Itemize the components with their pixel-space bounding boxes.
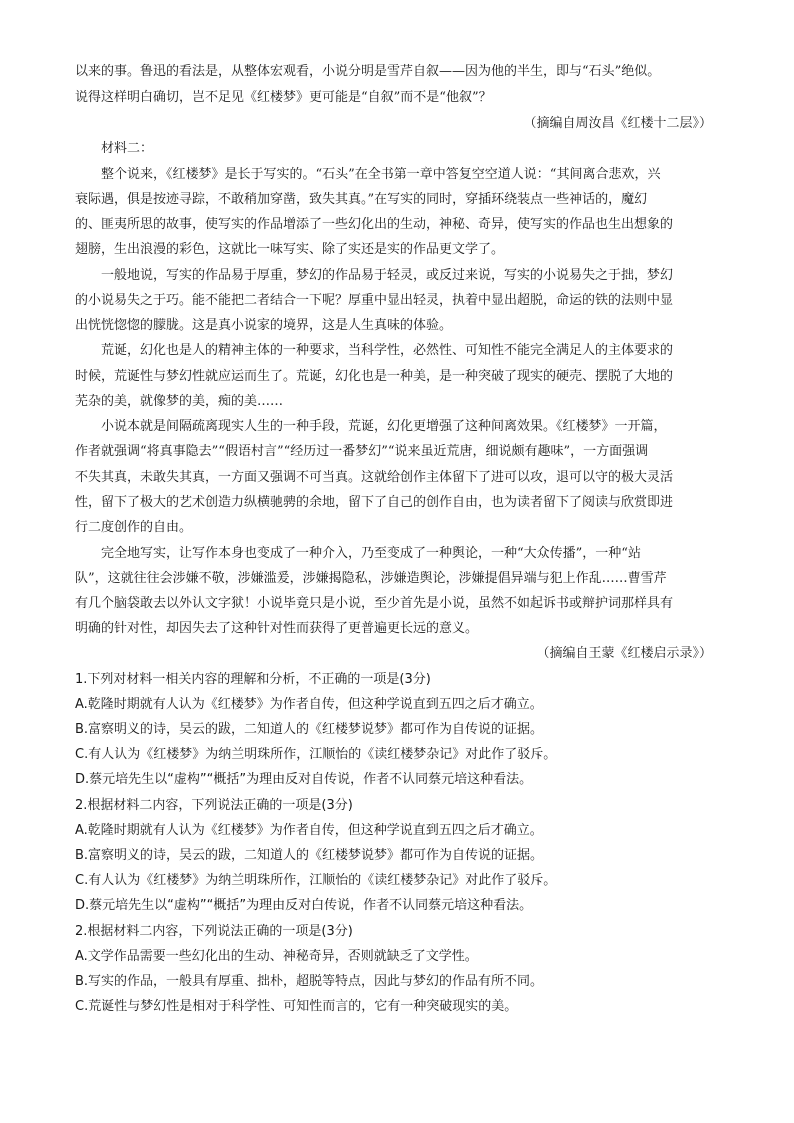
material2-p4-line-1: 小说本就是间隔疏离现实人生的一种手段，荒诞，幻化更增强了这种间离效果。《红楼梦》一开篇， xyxy=(101,419,667,434)
material2-p2-line-2: 的小说易失之于巧。能不能把二者结合一下呢？厚重中显出轻灵，执着中显出超脱，命运的铁的法则中显 xyxy=(75,293,674,308)
material2-p3-line-1: 荒诞，幻化也是人的精神主体的一种要求，当科学性，必然性、可知性不能完全满足人的主体要求的 xyxy=(101,343,674,358)
material2-p5-line-1: 完全地写实，让写作本身也变成了一种介入，乃至变成了一种舆论，一种“大众传播”，一种“站 xyxy=(101,546,641,561)
question-3-option-a: A.文学作品需要一些幻化出的生动、神秘奇异，否则就缺乏了文学性。 xyxy=(75,949,478,964)
material2-p1-line-2: 衰际遇，俱是按迹寻踪，不敢稍加穿凿，致失其真。”在写实的同时，穿插环绕装点一些神话的，魔幻 xyxy=(75,192,648,207)
question-2-stem: 2.根据材料二内容，下列说法正确的一项是(3分) xyxy=(75,798,353,813)
question-1-option-a: A.乾隆时期就有人认为《红楼梦》为作者自传，但这种学说直到五四之后才确立。 xyxy=(75,697,543,712)
material2-p1-line-4: 翅膀，生出浪漫的彩色，这就比一味写实、除了实还是实的作品更文学了。 xyxy=(75,242,505,257)
question-2-option-b: B.富察明义的诗，吴云的跋，二知道人的《红楼梦说梦》都可作为自传说的证据。 xyxy=(75,848,544,863)
material2-p4-line-4: 性，留下了极大的艺术创造力纵横驰骋的余地，留下了自己的创作自由，也为读者留下了阅读与欣赏即进 xyxy=(75,495,674,510)
material2-p5-line-4: 明确的针对性，却因失去了这种针对性而获得了更普遍更长远的意义。 xyxy=(75,621,479,636)
material2-p2-line-1: 一般地说，写实的作品易于厚重，梦幻的作品易于轻灵，或反过来说，写实的小说易失之于拙，梦幻 xyxy=(101,268,674,283)
question-2-option-d: D.蔡元培先生以“虚构”“概括”为理由反对白传说，作者不认同蔡元培这种看法。 xyxy=(75,898,533,913)
material2-p4-line-5: 行二度创作的自由。 xyxy=(75,520,193,535)
question-3-option-b: B.写实的作品，一般具有厚重、拙朴，超脱等特点，因此与梦幻的作品有所不同。 xyxy=(75,974,544,989)
material1-line-2: 说得这样明白确切，岂不足见《红楼梦》更可能是“自叙”而不是“他叙”？ xyxy=(75,90,492,105)
question-2-option-a: A.乾隆时期就有人认为《红楼梦》为作者自传，但这种学说直到五四之后才确立。 xyxy=(75,823,543,838)
material2-p5-line-2: 队”，这就往往会涉嫌不敬，涉嫌滥爰，涉嫌揭隐私，涉嫌造舆论，涉嫌提倡异端与犯上作乱……曹雪芹 xyxy=(75,571,667,586)
material2-source: （摘编自王蒙《红楼启示录》） xyxy=(536,646,712,661)
material1-line-1: 以来的事。鲁迅的看法是，从整体宏观看，小说分明是雪芹自叙——因为他的半生，即与“石头”绝似。 xyxy=(75,64,661,79)
question-1-option-d: D.蔡元培先生以“虚构”“概括”为理由反对自传说，作者不认同蔡元培这种看法。 xyxy=(75,772,533,787)
material2-p4-line-3: 不失其真，未敢失其真，一方面又强调不可当真。这就给创作主体留下了进可以攻，退可以守的极大灵活 xyxy=(75,470,674,485)
material2-p2-line-3: 出恍恍惚惚的朦胧。这是真小说家的境界，这是人生真味的体验。 xyxy=(75,318,453,333)
question-3-option-c: C.荒诞性与梦幻性是相对于科学性、可知性而言的，它有一种突破现实的美。 xyxy=(75,999,518,1014)
material2-heading: 材料二： xyxy=(101,141,154,156)
material1-source: （摘编自周汝昌《红楼十二层》） xyxy=(523,116,712,131)
material2-p3-line-2: 时候，荒诞性与梦幻性就应运而生了。荒诞，幻化也是一种美，是一种突破了现实的硬売、摆脱了大地的 xyxy=(75,369,674,384)
material2-p1-line-1: 整个说来，《红楼梦》是长于写实的。“石头”在全书第一章中答复空空道人说：“其间离合悲欢，兴 xyxy=(101,167,661,182)
material2-p3-line-3: 芜杂的美，就像梦的美，痴的美…… xyxy=(75,394,284,409)
question-1-stem: 1.下列对材料一相关内容的理解和分析，不正确的一项是(3分) xyxy=(75,672,431,687)
material2-p5-line-3: 有几个脑袋敢去以外认文字狱！小说毕竟只是小说，至少首先是小说，虽然不如起诉书或辩护词那样具有 xyxy=(75,596,674,611)
material2-p1-line-3: 的、匪夷所思的故事，使写实的作品增添了一些幻化出的生动，神秘、奇异，使写实的作品也生出想象的 xyxy=(75,217,674,232)
question-1-option-b: B.富察明义的诗，吴云的跋，二知道人的《红楼梦说梦》都可作为自传说的证据。 xyxy=(75,722,544,737)
question-2-option-c: C.有人认为《红楼梦》为纳兰明珠所作，江顺怡的《读红楼梦杂记》对此作了驳斥。 xyxy=(75,873,557,888)
question-3-stem: 2.根据材料二内容，下列说法正确的一项是(3分) xyxy=(75,924,353,939)
material2-p4-line-2: 作者就强调“将真事隐去”“假语村言”“经历过一番梦幻”“说来虽近荒唐，细说颇有趣味”，一方面强调 xyxy=(75,444,649,459)
question-1-option-c: C.有人认为《红楼梦》为纳兰明珠所作，江顺怡的《读红楼梦杂记》对此作了驳斥。 xyxy=(75,747,557,762)
